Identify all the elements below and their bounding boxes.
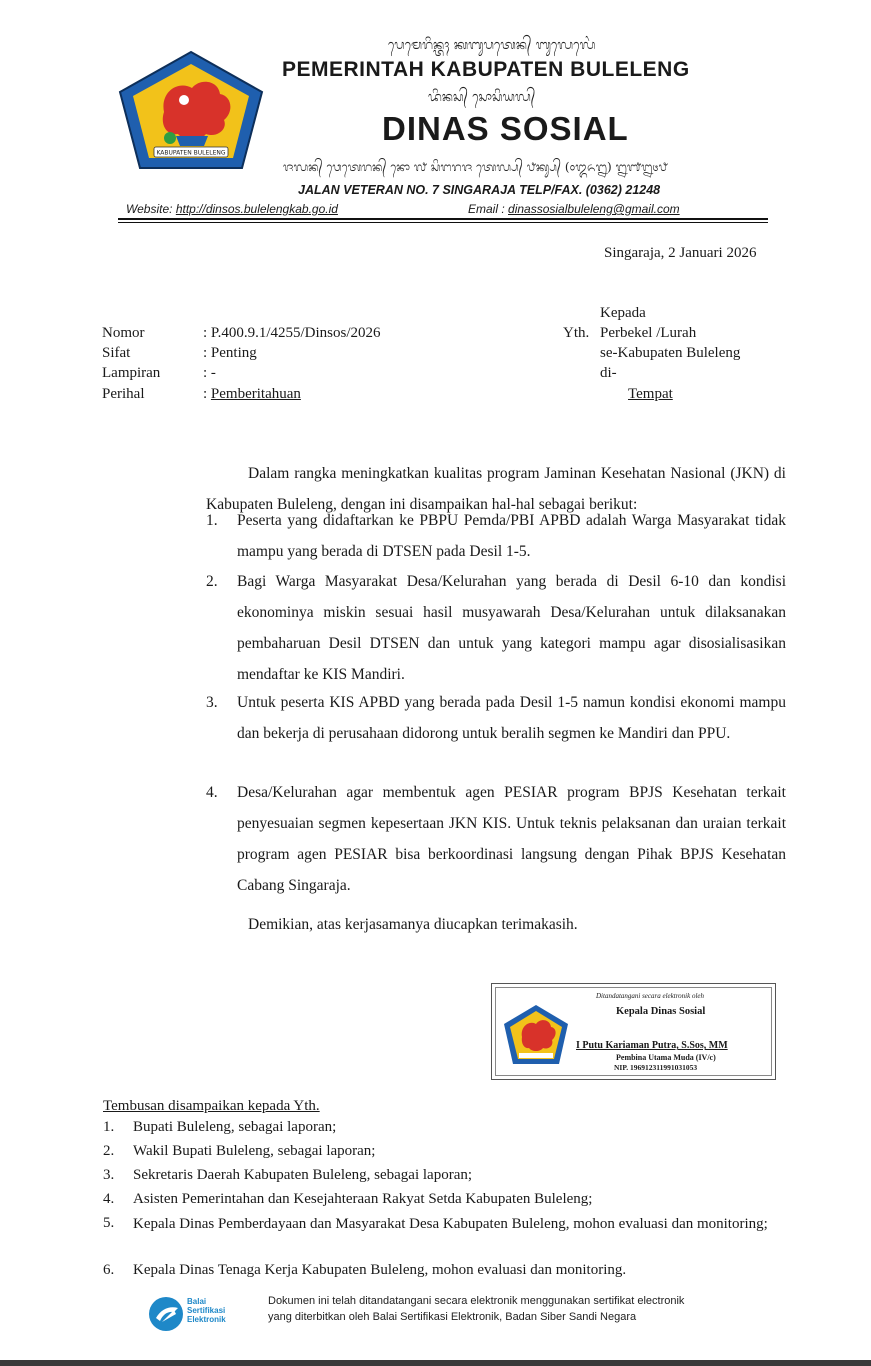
cc-item-number: 3.	[103, 1167, 115, 1183]
list-item-text: Untuk peserta KIS APBD yang berada pada Desil 1-5 namun kondisi ekonomi mampu dan bekerja di perusahaan didorong untuk beralih segmen ke Mandiri dan PPU.	[237, 694, 786, 742]
meta-colon-perihal: :	[203, 386, 211, 402]
list-item-number: 4.	[206, 784, 218, 801]
cc-item-text: Wakil Bupati Buleleng, sebagai laporan;	[133, 1143, 376, 1159]
cc-item-number: 1.	[103, 1119, 115, 1135]
signature-logo	[502, 1004, 570, 1066]
email-link[interactable]: dinassosialbuleleng@gmail.com	[508, 202, 680, 216]
signature-position: Kepala Dinas Sosial	[616, 1006, 706, 1017]
cc-item-number: 5.	[103, 1215, 115, 1231]
closing-paragraph: Demikian, atas kerjasamanya diucapkan terimakasih.	[248, 916, 578, 933]
meta-subject: Pemberitahuan	[210, 386, 301, 402]
list-item-text: Peserta yang didaftarkan ke PBPU Pemda/PBI APBD adalah Warga Masyarakat tidak mampu yang berada di DTSEN pada Desil 1-5.	[237, 512, 786, 560]
bsre-label-3: Elektronik	[187, 1315, 226, 1324]
cc-item	[103, 1165, 793, 1185]
meta-label-lampiran: Lampiran	[102, 365, 161, 381]
intro-paragraph: Dalam rangka meningkatkan kualitas program Jaminan Kesehatan Nasional (JKN) di Kabupaten Buleleng, dengan ini disampaikan hal-hal sebagai berikut:	[206, 465, 786, 513]
letterhead-balinese-mid: ᬤᬶᬦᬲ᭄ ᬲᭀᬲᬶᬬᬮ᭄	[428, 90, 536, 105]
agency-address: JALAN VETERAN NO. 7 SINGARAJA TELP/FAX. (0362) 21248	[298, 183, 661, 197]
electronic-signature-box	[491, 983, 776, 1080]
bsre-label-2: Sertifikasi	[187, 1306, 226, 1315]
bsre-label-1: Balai	[187, 1297, 207, 1306]
signer-nip: NIP. 196912311991031053	[614, 1063, 698, 1072]
government-name: PEMERINTAH KABUPATEN BULELENG	[282, 58, 690, 81]
list-item-text: Desa/Kelurahan agar membentuk agen PESIAR program BPJS Kesehatan terkait penyesuaian segmen kepesertaan JKN KIS. Untuk teknis pelaksanan dan uraian terkait program agen PESIAR bisa berkoordinasi langsung dengan Pihak BPJS Kesehatan Cabang Singaraja.	[237, 784, 786, 894]
letterhead-rule-thick	[118, 218, 768, 220]
cc-title: Tembusan disampaikan kepada Yth.	[103, 1098, 320, 1114]
bsre-logo	[148, 1294, 268, 1334]
recipient-line-3: di-	[600, 365, 617, 381]
letterhead-balinese-address: ᬚᬮᬦ᭄ ᬯᬾᬢᬾᬭᬦ᭄ ᬦᭀ ᭗ ᬲᬶᬗᬭᬚ ᬢᬾᬮ᭄ᬧ᭄ ᬨᬓ᭄ᬲ᭄ (᭐᭓᭖᭒) ᭒᭑᭒᭔᭘	[283, 160, 668, 174]
email-line	[468, 202, 680, 216]
list-item	[206, 566, 786, 690]
agency-name: DINAS SOSIAL	[382, 110, 629, 147]
meta-value-perihal	[203, 384, 301, 404]
bottom-edge-bar	[0, 1360, 871, 1366]
cc-item	[103, 1117, 793, 1137]
meta-label-sifat: Sifat	[102, 345, 131, 361]
footer-note	[268, 1293, 684, 1325]
buleleng-regency-logo	[116, 50, 266, 170]
list-item-number: 3.	[206, 694, 218, 711]
list-item	[206, 505, 786, 567]
cc-item	[103, 1260, 793, 1280]
signer-name: I Putu Kariaman Putra, S.Sos, MM	[576, 1040, 728, 1051]
signer-rank: Pembina Utama Muda (IV/c)	[616, 1053, 716, 1062]
list-item	[206, 777, 786, 901]
letter-date: Singaraja, 2 Januari 2026	[604, 245, 757, 261]
website-link[interactable]: http://dinsos.bulelengkab.go.id	[175, 202, 338, 216]
meta-value-lampiran: : -	[203, 365, 216, 381]
footer-note-line-2: yang diterbitkan oleh Balai Sertifikasi Elektronik, Badan Siber Sandi Negara	[268, 1311, 637, 1323]
email-label: Email :	[468, 202, 505, 216]
list-item	[206, 687, 786, 749]
cc-item-number: 4.	[103, 1191, 115, 1207]
signature-caption: Ditandatangani secara elektronik oleh	[596, 992, 705, 1000]
recipient-kepada: Kepada	[600, 305, 646, 321]
cc-item	[103, 1141, 793, 1161]
website-line	[126, 202, 338, 216]
meta-value-sifat: : Penting	[203, 345, 257, 361]
cc-item	[103, 1189, 793, 1209]
cc-item-text: Sekretaris Daerah Kabupaten Buleleng, sebagai laporan;	[133, 1167, 473, 1183]
letterhead-balinese-top: ᬧᬾᬫᬾᬭᬶᬦ᭄ᬢᬄ ᬓᬩᬸᬧᬢᬾᬦ᭄ ᬩᬸᬮᬾᬮᬾᬂ	[388, 38, 596, 53]
meta-label-perihal: Perihal	[102, 386, 145, 402]
recipient-yth: Yth.	[563, 325, 590, 341]
letterhead-rule-thin	[118, 222, 768, 223]
meta-value-nomor: : P.400.9.1/4255/Dinsos/2026	[203, 325, 381, 341]
recipient-line-1: Perbekel /Lurah	[600, 325, 697, 341]
recipient-line-2: se-Kabupaten Buleleng	[600, 345, 741, 361]
footer-note-line-1: Dokumen ini telah ditandatangani secara elektronik menggunakan sertifikat electronik	[268, 1295, 685, 1307]
website-label: Website:	[126, 202, 173, 216]
cc-item	[103, 1213, 793, 1235]
list-item-number: 1.	[206, 512, 218, 529]
cc-item-text: Kepala Dinas Pemberdayaan dan Masyarakat Desa Kabupaten Buleleng, mohon evaluasi dan monitoring;	[133, 1216, 768, 1232]
meta-label-nomor: Nomor	[102, 325, 145, 341]
logo-ribbon-text: KABUPATEN BULELENG	[156, 149, 226, 157]
recipient-line-4: Tempat	[628, 386, 673, 402]
cc-item-number: 2.	[103, 1143, 115, 1159]
list-item-text: Bagi Warga Masyarakat Desa/Kelurahan yang berada di Desil 6-10 dan kondisi ekonominya miskin sesuai hasil musyawarah Desa/Kelurahan untuk dilaksanakan pembaharuan Desil DTSEN dan untuk yang kategori mampu agar disosialisasikan mendaftar ke KIS Mandiri.	[237, 573, 786, 683]
cc-item-text: Asisten Pemerintahan dan Kesejahteraan Rakyat Setda Kabupaten Buleleng;	[133, 1191, 593, 1207]
list-item-number: 2.	[206, 573, 218, 590]
cc-item-text: Kepala Dinas Tenaga Kerja Kabupaten Buleleng, mohon evaluasi dan monitoring.	[133, 1262, 627, 1278]
cc-item-number: 6.	[103, 1262, 115, 1278]
cc-item-text: Bupati Buleleng, sebagai laporan;	[133, 1119, 337, 1135]
